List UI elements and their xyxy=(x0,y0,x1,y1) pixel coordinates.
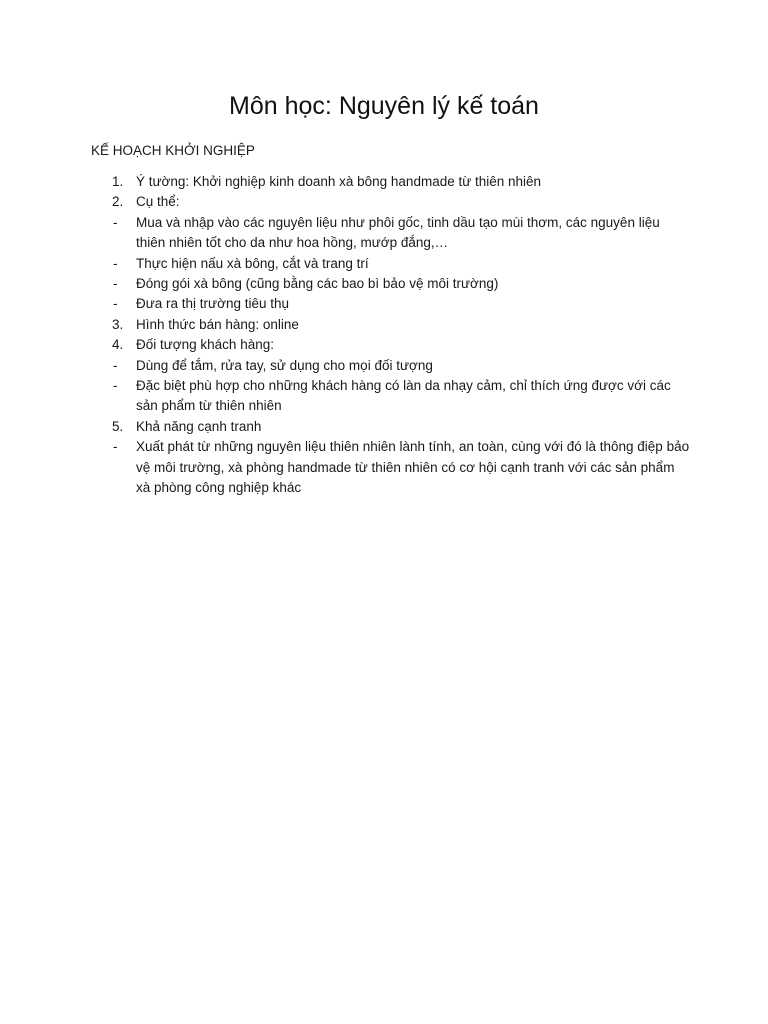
document-title: Môn học: Nguyên lý kế toán xyxy=(229,92,539,120)
list-marker: - xyxy=(113,214,118,230)
list-marker: 3. xyxy=(112,316,124,332)
list-marker: 1. xyxy=(112,174,124,189)
list-item xyxy=(91,192,691,212)
list-item xyxy=(91,254,691,274)
list-item xyxy=(91,417,691,437)
list-marker: - xyxy=(113,357,118,373)
list-item xyxy=(91,294,691,314)
list-item xyxy=(91,274,691,294)
list-item-text: Ý tường: Khởi nghiệp kinh doanh xà bông handmade từ thiên nhiên xyxy=(136,174,542,189)
list-item-text: Dùng để tắm, rửa tay, sử dụng cho mọi đối tượng xyxy=(136,357,433,373)
list-item-text: Cụ thể: xyxy=(136,194,180,210)
document-subtitle: KẾ HOẠCH KHỞI NGHIỆP xyxy=(91,143,255,158)
list-item-text: Đặc biệt phù hợp cho những khách hàng có làn da nhạy cảm, chỉ thích ứng được với các sản phẩm từ thiên nhiên xyxy=(136,378,671,414)
list-marker: - xyxy=(113,276,118,292)
list-marker: 4. xyxy=(112,337,124,353)
list-item-text: Hình thức bán hàng: online xyxy=(136,316,299,332)
list-item-text: Đóng gói xà bông (cũng bằng các bao bì bảo vệ môi trường) xyxy=(136,276,499,292)
list-marker: - xyxy=(113,296,118,312)
list-item xyxy=(91,315,691,335)
list-item-text: Khả năng cạnh tranh xyxy=(136,418,262,434)
plan-list xyxy=(91,172,691,499)
list-item xyxy=(91,172,691,192)
list-item-text: Mua và nhập vào các nguyên liệu như phôi gốc, tinh dầu tạo mùi thơm, các nguyên liệu thiên nhiên tốt cho da như hoa hồng, mướp đắng,… xyxy=(136,214,660,251)
list-item xyxy=(91,213,691,254)
list-marker: 5. xyxy=(112,418,124,434)
list-item xyxy=(91,437,691,498)
list-item-text: Thực hiện nấu xà bông, cắt và trang trí xyxy=(136,255,369,271)
list-item xyxy=(91,335,691,355)
list-item-text: Đưa ra thị trường tiêu thụ xyxy=(136,296,289,312)
list-marker: - xyxy=(113,439,118,455)
list-marker: - xyxy=(113,255,118,271)
list-item-text: Đối tượng khách hàng: xyxy=(136,337,274,353)
list-item-text: Xuất phát từ những nguyên liệu thiên nhiên lành tính, an toàn, cùng với đó là thông điệp bảo vệ môi trường, xà phòng handmade từ thiên nhiên có cơ hội cạnh tranh với các sản phẩm xà phòng công nghiệp khác xyxy=(136,439,690,496)
list-item xyxy=(91,376,691,417)
list-marker: - xyxy=(113,378,118,394)
list-item xyxy=(91,356,691,376)
list-marker: 2. xyxy=(112,194,124,210)
